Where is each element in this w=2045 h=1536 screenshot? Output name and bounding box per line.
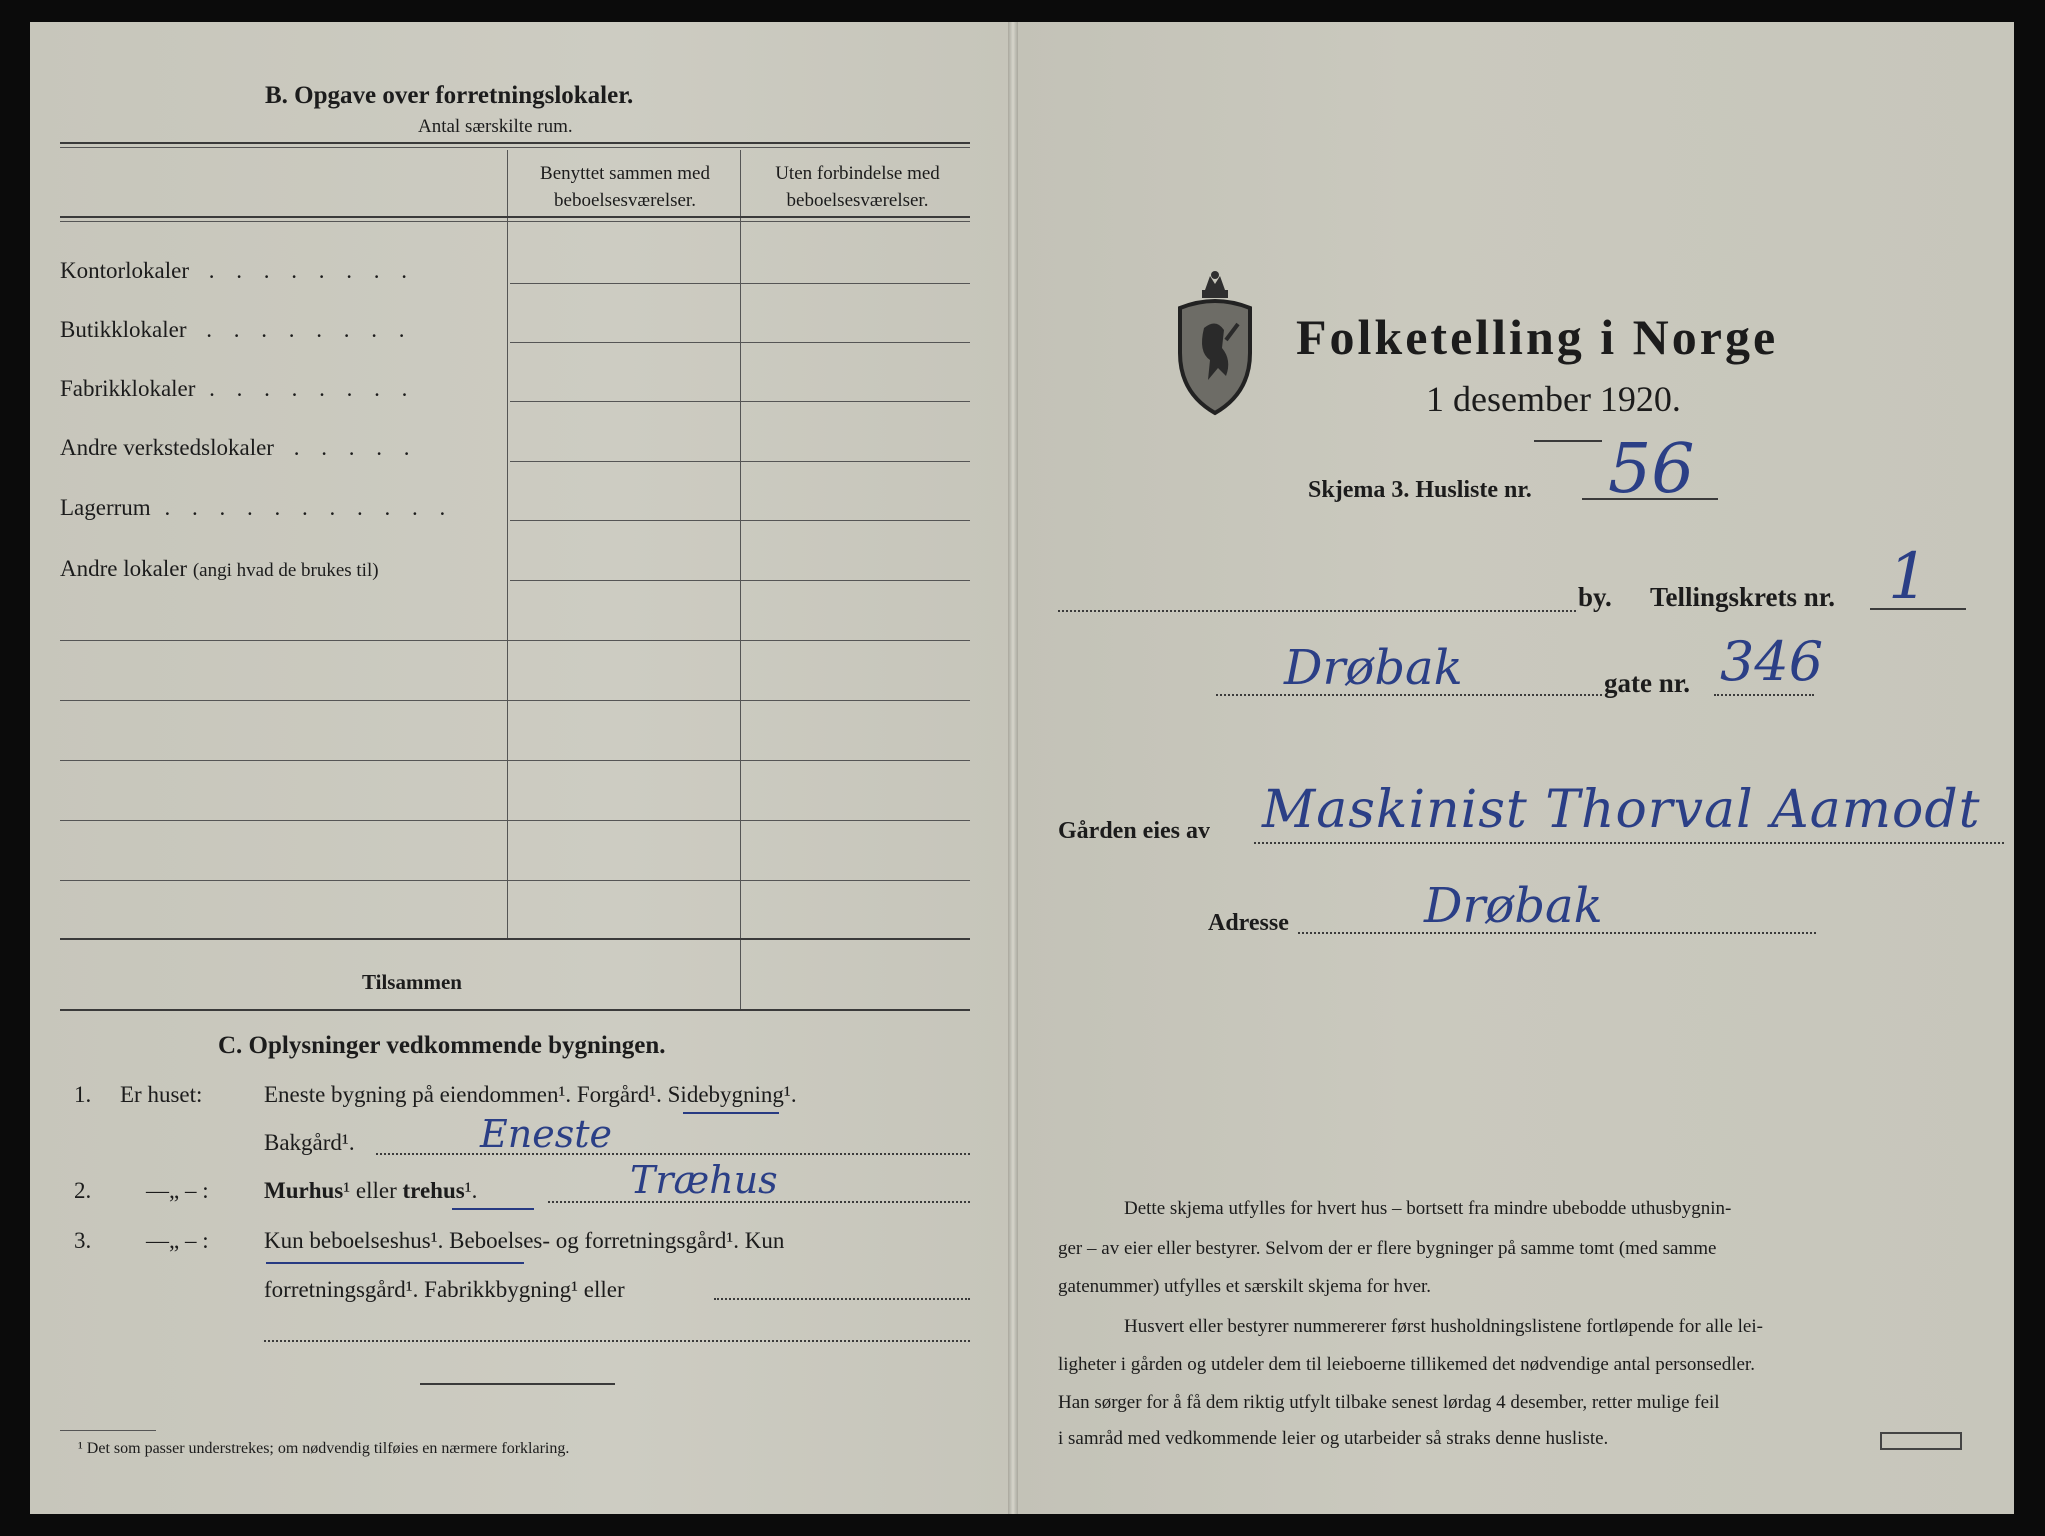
table-col-divider-1 [507,150,508,940]
street-name: Drøbak [1284,640,1463,696]
row-note: (angi hvad de brukes til) [192,560,379,581]
instruction-line-2: ger – av eier eller bestyrer. Selvom der er flere bygninger på samme tomt (med samme [1058,1238,1717,1259]
q2-answer: Træhus [630,1158,778,1202]
row-line [60,820,970,821]
section-b-title: B. Opgave over forretningslokaler. [265,82,634,109]
table-top-rule-2 [60,147,970,148]
owner-name: Maskinist Thorval Aamodt [1262,780,1981,840]
owner-line [1254,842,2004,844]
kun-beboelseshus-underline [266,1262,524,1264]
gate-line [1714,694,1814,696]
q1-number: 1. [74,1082,92,1107]
instruction-line-6: Han sørger for å få dem riktig utfylt tilbake senest lørdag 4 desember, retter mulige feil [1058,1392,1720,1413]
husliste-number: 56 [1608,430,1695,509]
tellingskrets-number: 1 [1888,540,1929,614]
owner-label: Gården eies av [1058,818,1210,844]
forgard-underline [683,1112,779,1114]
footnote-rule [60,1430,156,1431]
page-fold [1008,22,1018,1514]
row-label-text: Lagerrum [60,495,151,520]
q3-options-2: forretningsgård¹. Fabrikkbygning¹ eller [264,1277,625,1302]
q3-number: 3. [74,1228,92,1253]
row-label-fabrikklokaler [60,376,415,402]
q1-answer-line [376,1153,970,1155]
col2-line1: Uten forbindelse med [775,163,940,184]
gate-number: 346 [1720,630,1824,693]
row-label-text: Andre lokaler [60,556,188,581]
instruction-line-1: Dette skjema utfylles for hvert hus – bortsett fra mindre ubebodde uthusbygnin- [1124,1198,1732,1219]
row-dots: . . . . . . . . [209,376,416,401]
row-line [510,461,970,462]
row-label-kontorlokaler [60,258,415,284]
q2-label: —„ – : [146,1178,209,1203]
row-label-text: Kontorlokaler [60,258,190,283]
instruction-line-4: Husvert eller bestyrer nummererer først husholdningslistene fortløpende for alle lei- [1124,1316,1763,1337]
row-line [60,760,970,761]
row-dots: . . . . . . . . [208,258,416,283]
q2-end: ¹. [464,1178,478,1203]
row-label-andre-lokaler [60,556,379,582]
row-dots: . . . . . . . . . . . [164,495,454,520]
q1-answer: Eneste [480,1112,612,1156]
adresse-value: Drøbak [1424,878,1603,934]
total-label: Tilsammen [362,970,462,994]
row-line [510,520,970,521]
by-line [1058,610,1576,612]
row-line [510,342,970,343]
instruction-line-5: ligheter i gården og utdeler dem til leieboerne tillikemed det nødvendige antal personsedler. [1058,1354,1755,1375]
adresse-label: Adresse [1208,910,1289,936]
row-label-text: Fabrikklokaler [60,376,196,401]
trehus-underline [452,1208,534,1210]
row-line [60,880,970,881]
gate-label: gate nr. [1604,668,1690,698]
total-top-rule [60,938,970,940]
row-dots: . . . . . [293,435,418,460]
q2-options [264,1178,477,1204]
row-line [60,640,970,641]
row-label-text: Butikklokaler [60,317,187,342]
instruction-line-7: i samråd med vedkommende leier og utarbeider så straks denne husliste. [1058,1428,1609,1449]
header-bottom-rule [60,216,970,218]
row-line [60,700,970,701]
printer-stamp [1880,1432,1962,1450]
coat-of-arms-icon [1172,268,1258,423]
q3-answer-line [714,1298,970,1300]
tellingskrets-label: Tellingskrets nr. [1650,582,1836,612]
husliste-dash [1534,440,1602,442]
row-line [510,401,970,402]
husliste-line [1582,498,1718,500]
q2-eller: ¹ eller [343,1178,397,1203]
row-label-butikklokaler [60,317,412,343]
census-date: 1 desember 1920. [1426,379,1681,419]
q1-options: Eneste bygning på eiendommen¹. Forgård¹. Sidebygning¹. [264,1082,797,1107]
table-top-rule [60,142,970,144]
q1-label: Er huset: [120,1082,203,1107]
header-bottom-rule-2 [60,221,970,222]
q3-extra-line [264,1340,970,1342]
total-bottom-rule [60,1009,970,1011]
row-label-andre-verkstedslokaler [60,435,417,461]
instruction-line-3: gatenummer) utfylles et særskilt skjema for hver. [1058,1276,1432,1297]
trehus: trehus [402,1178,465,1203]
col2-line2: beboelsesværelser. [786,190,929,211]
col1-line2: beboelsesværelser. [554,190,696,211]
by-label: by. [1578,582,1612,612]
col-header-without-dwellings [745,160,970,214]
row-label-text: Andre verkstedslokaler [60,435,274,460]
row-dots: . . . . . . . . [206,317,413,342]
section-c-title: C. Oplysninger vedkommende bygningen. [218,1032,666,1059]
q2-number: 2. [74,1178,92,1203]
section-b-subtitle: Antal særskilte rum. [418,116,573,137]
col-header-with-dwellings [515,160,735,214]
row-line [510,580,970,581]
q3-options: Kun beboelseshus¹. Beboelses- og forretningsgård¹. Kun [264,1228,785,1253]
murhus: Murhus [264,1178,344,1203]
q3-label: —„ – : [146,1228,209,1253]
section-end-rule [420,1383,615,1385]
street-line [1216,694,1602,696]
document-title: Folketelling i Norge [1296,309,1779,365]
row-label-lagerrum [60,495,453,521]
skjema-label: Skjema 3. Husliste nr. [1308,477,1532,503]
col1-line1: Benyttet sammen med [540,163,710,184]
row-line [510,283,970,284]
footnote: ¹ Det som passer understrekes; om nødvendig tilføies en nærmere forklaring. [78,1440,570,1457]
q1-options-2: Bakgård¹. [264,1130,355,1155]
